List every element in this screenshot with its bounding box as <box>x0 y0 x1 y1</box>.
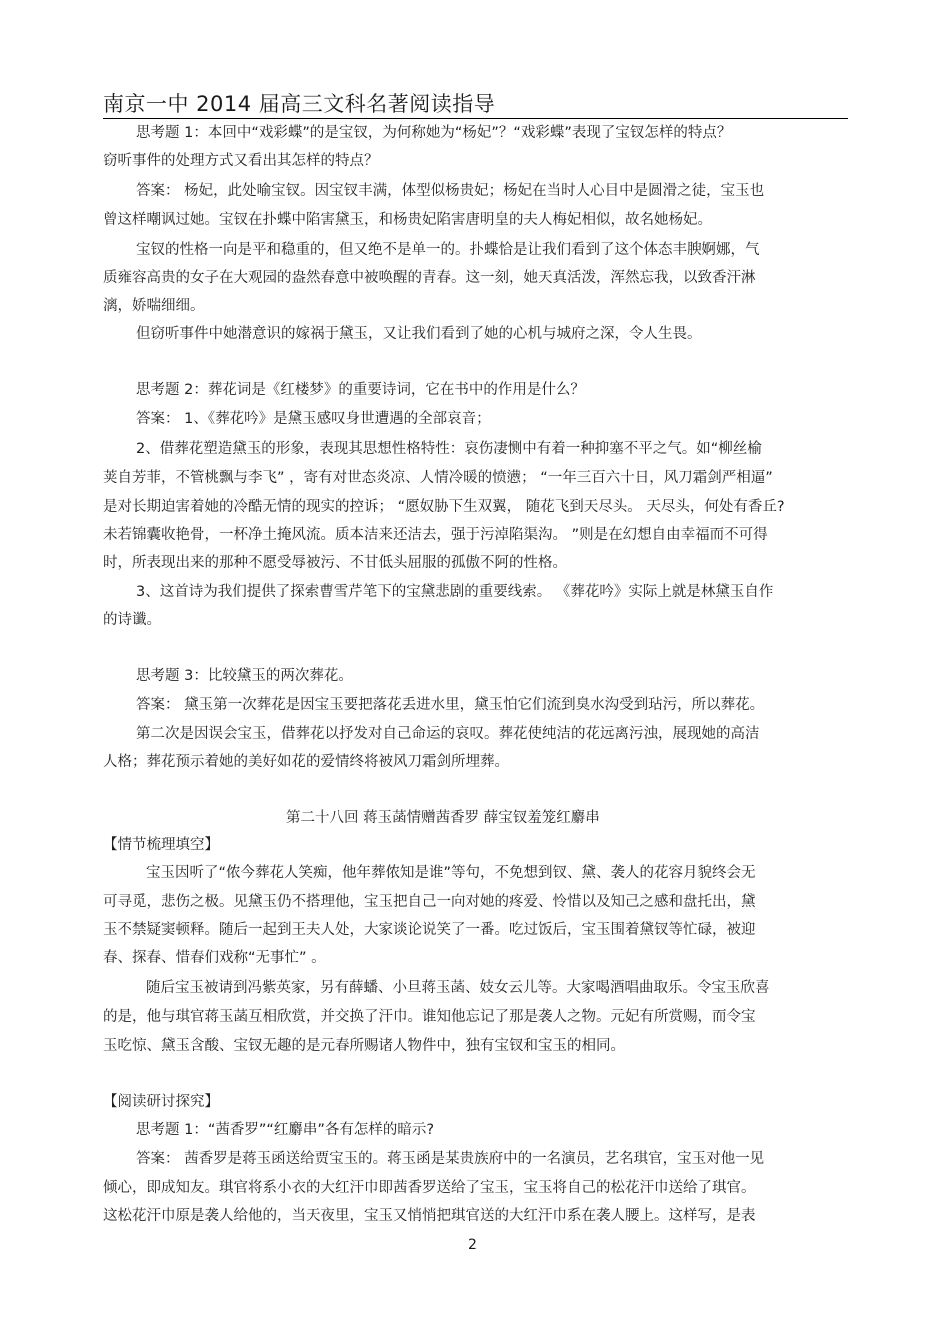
text-line: 宝钗的性格一向是平和稳重的，但又绝不是单一的。扑蝶恰是让我们看到了这个体态丰腴婀娜，气 <box>136 242 760 258</box>
text-line: 宝玉因听了“侬今葬花人笑痴，他年葬侬知是谁”等句，不免想到钗、黛、袭人的花容月貌终会无 <box>146 865 756 881</box>
text-line: 这松花汗巾原是袭人给他的，当天夜里，宝玉又悄悄把琪官送的大红汗巾系在袭人腰上。这样写，是表 <box>103 1208 756 1224</box>
text-line: 人格；葬花预示着她的美好如花的爱情终将被风刀霜剑所埋葬。 <box>103 754 509 770</box>
text-line: 未若锦囊收艳骨，一杯净土掩风流。质本洁来还洁去，强于污淖陷渠沟。 ”则是在幻想自由幸福而不可得 <box>103 527 768 543</box>
header-divider <box>103 118 848 119</box>
page-header-title: 南京一中 2014 届高三文科名著阅读指导 <box>103 92 496 116</box>
text-line: 2、借葬花塑造黛玉的形象，表现其思想性格特性：哀伤凄恻中有着一种抑塞不平之气。如“柳丝榆 <box>136 441 762 457</box>
chapter-title: 第二十八回 蒋玉菡情赠茜香罗 薛宝钗羞笼红麝串 <box>286 810 600 826</box>
text-line: 玉吃惊、黛玉含酸、宝钗无趣的是元春所赐诸人物件中，独有宝钗和宝玉的相同。 <box>103 1038 625 1054</box>
section-heading: 【情节梳理填空】 <box>103 837 219 853</box>
section-heading: 【阅读研讨探究】 <box>103 1094 219 1110</box>
text-line: 但窃听事件中她潜意识的嫁祸于黛玉，又让我们看到了她的心机与城府之深，令人生畏。 <box>136 326 702 342</box>
text-line: 玉不禁疑窦顿释。随后一起到王夫人处，大家谈论说笑了一番。吃过饭后，宝玉围着黛钗等忙碌，被迎 <box>103 922 756 938</box>
text-line: 窃听事件的处理方式又看出其怎样的特点？ <box>103 153 379 169</box>
text-line: 答案： 茜香罗是蒋玉函送给贾宝玉的。蒋玉函是某贵族府中的一名演员，艺名琪官，宝玉对他一见 <box>136 1151 765 1167</box>
text-line: 答案： 1、《葬花吟》是黛玉感叹身世遭遇的全部哀音； <box>136 411 491 427</box>
text-line: 随后宝玉被请到冯紫英家，另有薛蟠、小旦蒋玉菡、妓女云儿等。大家喝酒唱曲取乐。令宝玉欣喜 <box>146 980 770 996</box>
text-line: 3、这首诗为我们提供了探索曹雪芹笔下的宝黛悲剧的重要线索。 《葬花吟》实际上就是林黛玉自作 <box>136 584 774 600</box>
text-line: 可寻觅，悲伤之极。见黛玉仍不搭理他，宝玉把自己一向对她的疼爱、怜惜以及知己之感和盘托出，黛 <box>103 894 756 910</box>
text-line: 漓，娇喘细细。 <box>103 298 205 314</box>
text-line: 曾这样嘲讽过她。宝钗在扑蝶中陷害黛玉，和杨贵妃陷害唐明皇的夫人梅妃相似，故名她杨妃。 <box>103 212 712 228</box>
text-line: 质雍容高贵的女子在大观园的盎然春意中被唤醒的青春。这一刻，她天真活泼，浑然忘我，以致香汗淋 <box>103 270 756 286</box>
text-line: 答案： 黛玉第一次葬花是因宝玉要把落花丢进水里，黛玉怕它们流到臭水沟受到玷污，所以葬花。 <box>136 697 765 713</box>
question-heading: 思考题 3：比较黛玉的两次葬花。 <box>136 668 353 684</box>
text-line: 思考题 1：本回中“戏彩蝶”的是宝钗，为何称她为“杨妃”？“戏彩蝶”表现了宝钗怎样的特点？ <box>136 125 732 141</box>
text-line: 的是，他与琪官蒋玉菡互相欣赏，并交换了汗巾。谁知他忘记了那是袭人之物。元妃有所赏赐，而令宝 <box>103 1009 756 1025</box>
text-line: 时，所表现出来的那种不愿受辱被污、不甘低头屈服的孤傲不阿的性格。 <box>103 555 567 571</box>
question-heading: 思考题 2：葬花词是《红楼梦》的重要诗词，它在书中的作用是什么？ <box>136 382 585 398</box>
page-number: 2 <box>468 1237 477 1253</box>
text-line: 春、探春、惜春们戏称“无事忙” 。 <box>103 950 326 966</box>
question-heading: 思考题 1：“茜香罗”“红麝串”各有怎样的暗示? <box>136 1122 435 1138</box>
text-line: 是对长期迫害着她的冷酷无情的现实的控诉； “愿奴胁下生双翼， 随花飞到天尽头。 天尽头，何处有香丘? <box>103 499 785 515</box>
text-line: 第二次是因误会宝玉，借葬花以抒发对自己命运的哀叹。葬花使纯洁的花远离污浊，展现她的高洁 <box>136 726 760 742</box>
text-line: 荚自芳菲，不管桃飘与李飞” ，寄有对世态炎凉、人情冷暖的愤懑； “一年三百六十日，风刀霜剑严相逼” <box>103 470 773 486</box>
text-line: 倾心，即成知友。琪官将系小衣的大红汗巾即茜香罗送给了宝玉，宝玉将自己的松花汗巾送给了琪官。 <box>103 1180 756 1196</box>
text-line: 答案： 杨妃，此处喻宝钗。因宝钗丰满，体型似杨贵妃；杨妃在当时人心目中是圆滑之徒，宝玉也 <box>136 183 765 199</box>
text-line: 的诗谶。 <box>103 612 161 628</box>
